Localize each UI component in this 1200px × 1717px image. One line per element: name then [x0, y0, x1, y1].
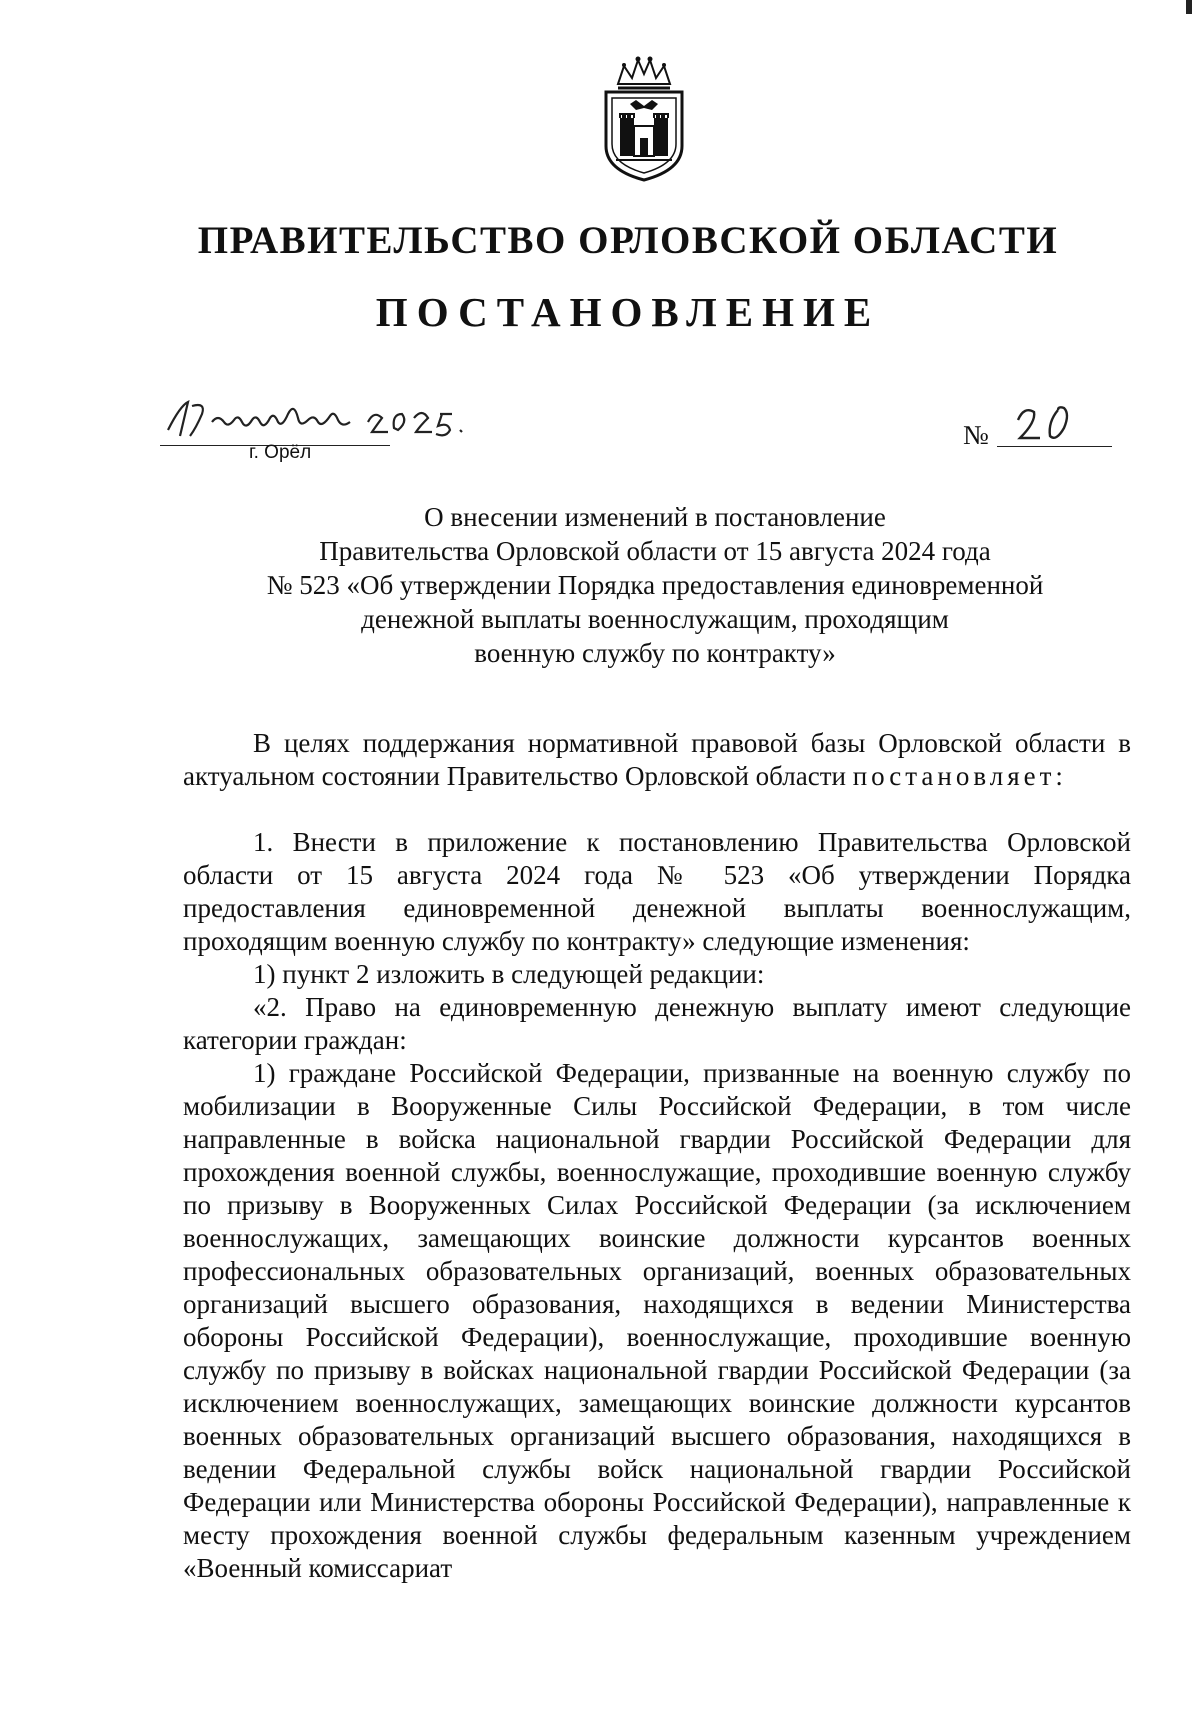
subject-line: военную службу по контракту» — [474, 638, 836, 668]
subject-line: О внесении изменений в постановление — [424, 502, 886, 532]
intro-text: В целях поддержания нормативной правовой базы Орловской области в актуальном состоянии Правительство Орловской области — [183, 728, 1131, 791]
body-paragraph: «2. Право на единовременную денежную выплату имеют следующие категории граждан: — [183, 992, 1131, 1055]
orel-oblast-coat-of-arms-icon — [596, 54, 692, 182]
handwritten-number-icon — [1010, 398, 1090, 448]
document-subject — [200, 500, 1110, 670]
subject-line: денежной выплаты военнослужащим, проходящим — [361, 604, 949, 634]
body-paragraph: 1) пункт 2 изложить в следующей редакции: — [253, 959, 765, 989]
number-underline — [997, 446, 1112, 447]
scan-edge-mark — [1186, 0, 1192, 14]
handwritten-date-icon — [162, 392, 502, 448]
intro-paragraph — [183, 727, 1131, 793]
document-city: г. Орёл — [249, 442, 312, 463]
document-body — [183, 727, 1131, 1585]
organization-title: ПРАВИТЕЛЬСТВО ОРЛОВСКОЙ ОБЛАСТИ — [197, 219, 1059, 262]
subject-line: № 523 «Об утверждении Порядка предоставления единовременной — [266, 570, 1044, 600]
document-number-label: № — [963, 420, 989, 450]
body-paragraph: 1. Внести в приложение к постановлению Правительства Орловской области от 15 августа 2024 года № 523 «Об утверждении Порядка предоставления единовременной денежной выплаты военнослужащим, проходящим военную службу по контракту» следующие изменения: — [183, 827, 1131, 956]
resolves-word: постановляет: — [852, 761, 1067, 791]
document-type-title: ПОСТАНОВЛЕНИЕ — [375, 289, 881, 335]
subject-line: Правительства Орловской области от 15 августа 2024 года — [319, 536, 991, 566]
body-paragraph: 1) граждане Российской Федерации, призванные на военную службу по мобилизации в Вооруженные Силы Российской Федерации, в том числе направленные в войска национальной гвардии Российской Федерации для прохождения военной службы, военнослужащие, проходившие военную службу по призыву в Вооруженных Силах Российской Федерации (за исключением военнослужащих, замещающих воинские должности курсантов военных профессиональных образовательных организаций, военных образовательных организаций высшего образования, находящихся в ведении Министерства обороны Российской Федерации), военнослужащие, проходившие военную службу по призыву в войсках национальной гвардии Российской Федерации (за исключением военнослужащих, замещающих воинские должности курсантов военных образовательных организаций высшего образования, находящихся в ведении Федеральной службы войск национальной гвардии Российской Федерации или Министерства обороны Российской Федерации), направленные к месту прохождения военной службы федеральным казенным учреждением «Военный комиссариат — [183, 1058, 1131, 1583]
